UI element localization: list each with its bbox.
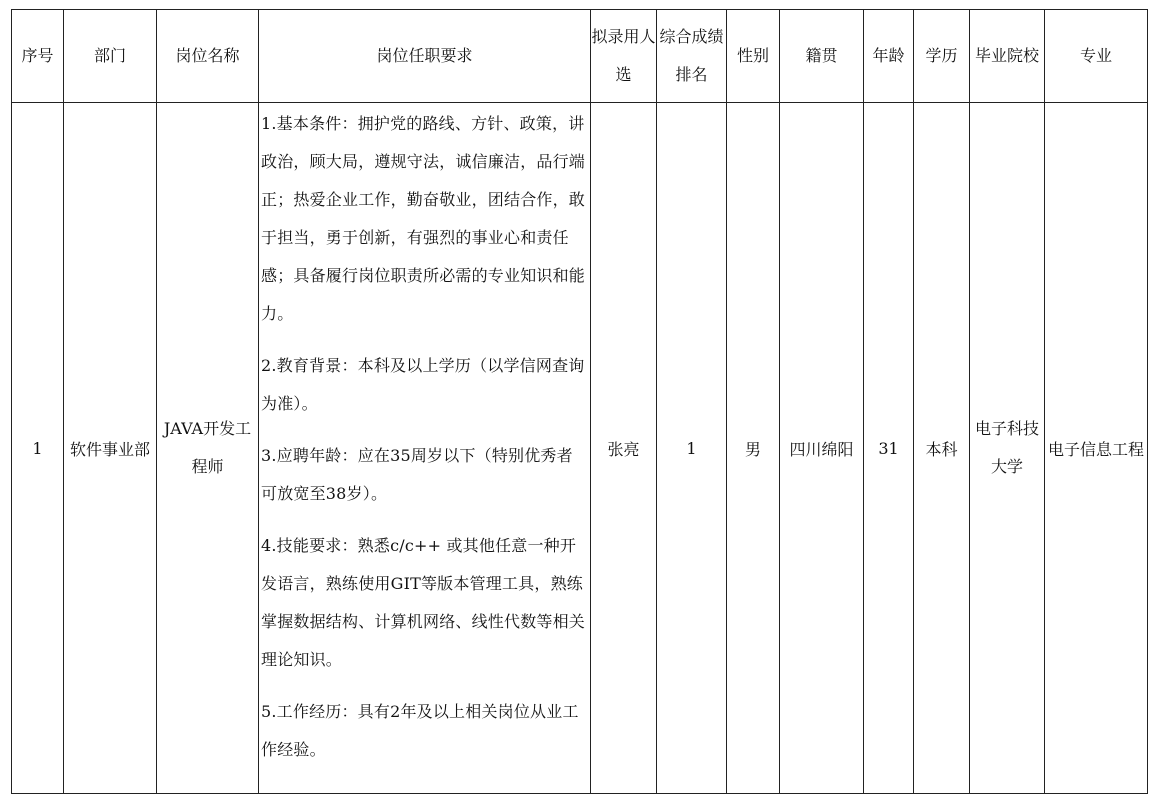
cell-position: JAVA开发工程师: [157, 103, 259, 794]
header-education: 学历: [914, 10, 970, 103]
requirement-item: 2.教育背景：本科及以上学历（以学信网查询为准）。: [261, 356, 585, 413]
cell-requirements: [259, 103, 591, 794]
header-row: [12, 10, 1148, 103]
cell-hometown: 四川绵阳: [780, 103, 864, 794]
header-candidate-label: 拟录用人选: [591, 27, 656, 84]
cell-education: 本科: [914, 103, 970, 794]
cell-school: 电子科技大学: [970, 103, 1045, 794]
header-department: 部门: [64, 10, 157, 103]
table-row: [12, 103, 1148, 794]
recruitment-table: [11, 9, 1148, 794]
cell-rank: 1: [657, 103, 727, 794]
header-gender: 性别: [727, 10, 780, 103]
requirement-item: 4.技能要求：熟悉c/c++ 或其他任意一种开发语言，熟练使用GIT等版本管理工具，熟练掌握数据结构、计算机网络、线性代数等相关理论知识。: [261, 536, 586, 669]
cell-gender: 男: [727, 103, 780, 794]
requirement-item: 1.基本条件：拥护党的路线、方针、政策，讲政治，顾大局，遵规守法，诚信廉洁，品行端正；热爱企业工作，勤奋敬业，团结合作，敢于担当，勇于创新，有强烈的事业心和责任感；具备履行岗位职责所必需的专业知识和能力。: [261, 114, 586, 323]
requirement-item: 3.应聘年龄：应在35周岁以下（特别优秀者可放宽至38岁）。: [261, 446, 573, 503]
header-age: 年龄: [864, 10, 914, 103]
header-index: 序号: [12, 10, 64, 103]
cell-department: 软件事业部: [64, 103, 157, 794]
header-candidate: [591, 10, 657, 103]
header-rank: [657, 10, 727, 103]
cell-major: 电子信息工程: [1045, 103, 1148, 794]
requirement-item: 5.工作经历：具有2年及以上相关岗位从业工作经验。: [261, 702, 579, 759]
header-school: 毕业院校: [970, 10, 1045, 103]
cell-candidate: 张亮: [591, 103, 657, 794]
cell-age: 31: [864, 103, 914, 794]
header-hometown: 籍贯: [780, 10, 864, 103]
header-position: 岗位名称: [157, 10, 259, 103]
header-rank-label: 综合成绩排名: [659, 27, 724, 84]
cell-index: 1: [12, 103, 64, 794]
header-requirements: 岗位任职要求: [259, 10, 591, 103]
header-major: 专业: [1045, 10, 1148, 103]
